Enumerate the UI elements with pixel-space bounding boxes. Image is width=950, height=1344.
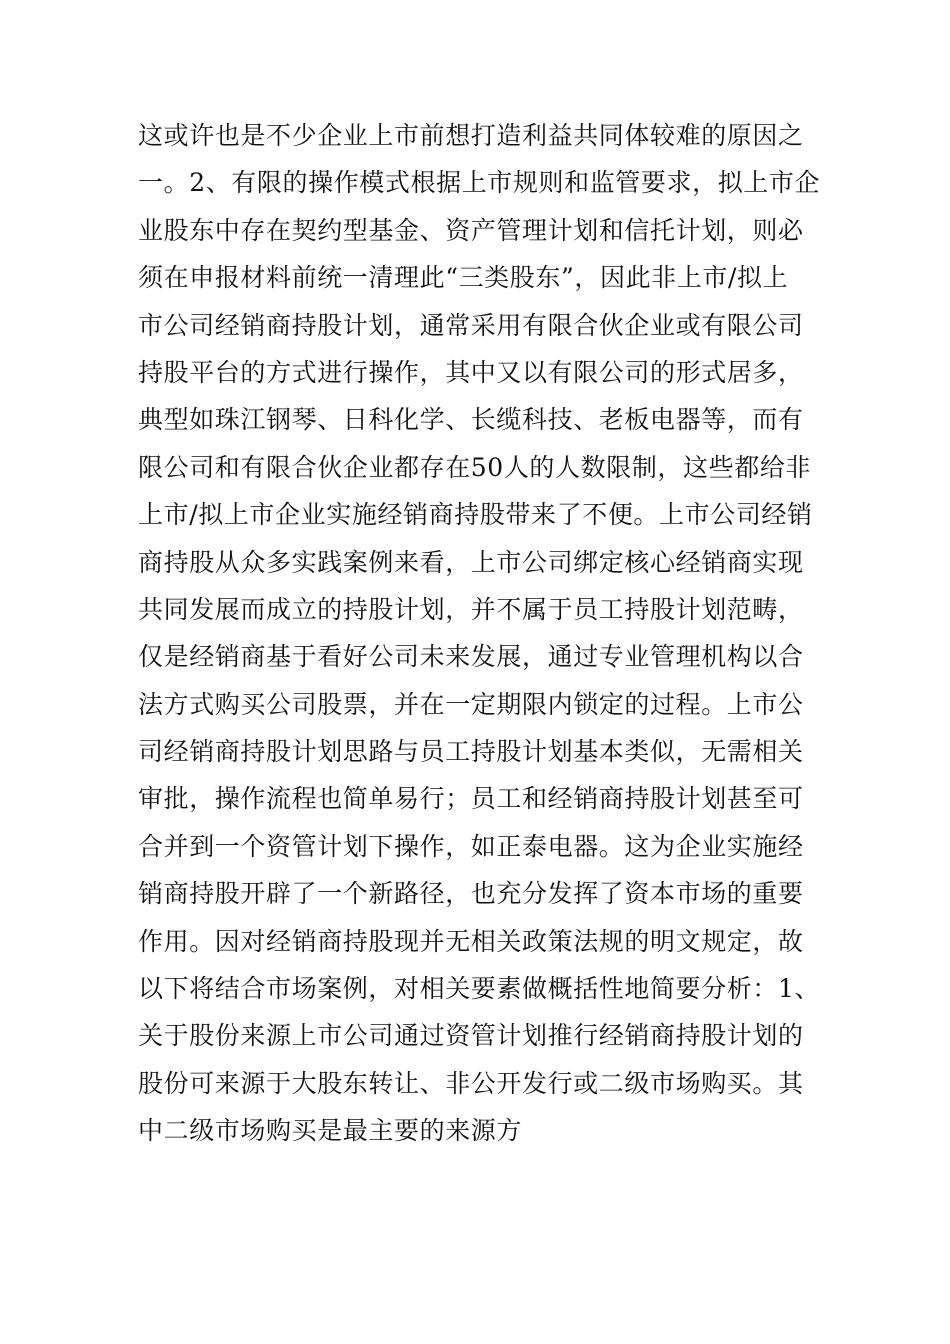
text-line: 典型如珠江钢琴、日科化学、长缆科技、老板电器等，而有: [138, 405, 804, 435]
text-line: 这或许也是不少企业上市前想打造利益共同体较难的原因之: [138, 121, 804, 150]
text-line: 关于股份来源上市公司通过资管计划推行经销商持股计划的: [138, 1021, 804, 1051]
text-line: 共同发展而成立的持股计划，并不属于员工持股计划范畴，: [138, 594, 804, 624]
text-line: 限公司和有限合伙企业都存在50人的人数限制，这些都给非: [138, 452, 812, 482]
body-paragraph: [138, 112, 828, 1155]
text-line: 销商持股开辟了一个新路径，也充分发挥了资本市场的重要: [138, 879, 804, 909]
text-line: 法方式购买公司股票，并在一定期限内锁定的过程。上市公: [138, 689, 804, 719]
text-line: 须在申报材料前统一清理此“三类股东”，因此非上市/拟上: [138, 263, 789, 293]
text-line: 合并到一个资管计划下操作，如正泰电器。这为企业实施经: [138, 831, 804, 861]
text-line: 商持股从众多实践案例来看，上市公司绑定核心经销商实现: [138, 547, 804, 577]
text-line: 中二级市场购买是最主要的来源方: [138, 1116, 523, 1146]
text-line: 仅是经销商基于看好公司未来发展，通过专业管理机构以合: [138, 642, 804, 672]
text-line: 业股东中存在契约型基金、资产管理计划和信托计划，则必: [138, 215, 804, 245]
text-line: 以下将结合市场案例，对相关要素做概括性地简要分析：1、: [138, 974, 821, 1004]
text-line: 市公司经销商持股计划，通常采用有限合伙企业或有限公司: [138, 310, 804, 340]
text-line: 持股平台的方式进行操作，其中又以有限公司的形式居多，: [138, 357, 804, 387]
text-line: 司经销商持股计划思路与员工持股计划基本类似，无需相关: [138, 737, 804, 767]
text-line: 审批，操作流程也简单易行；员工和经销商持股计划甚至可: [138, 784, 804, 814]
text-line: 作用。因对经销商持股现并无相关政策法规的明文规定，故: [138, 926, 804, 956]
text-line: 一。2、有限的操作模式根据上市规则和监管要求，拟上市企: [138, 168, 821, 198]
text-line: 股份可来源于大股东转让、非公开发行或二级市场购买。其: [138, 1068, 804, 1098]
text-line: 上市/拟上市企业实施经销商持股带来了不便。上市公司经销: [138, 500, 813, 530]
